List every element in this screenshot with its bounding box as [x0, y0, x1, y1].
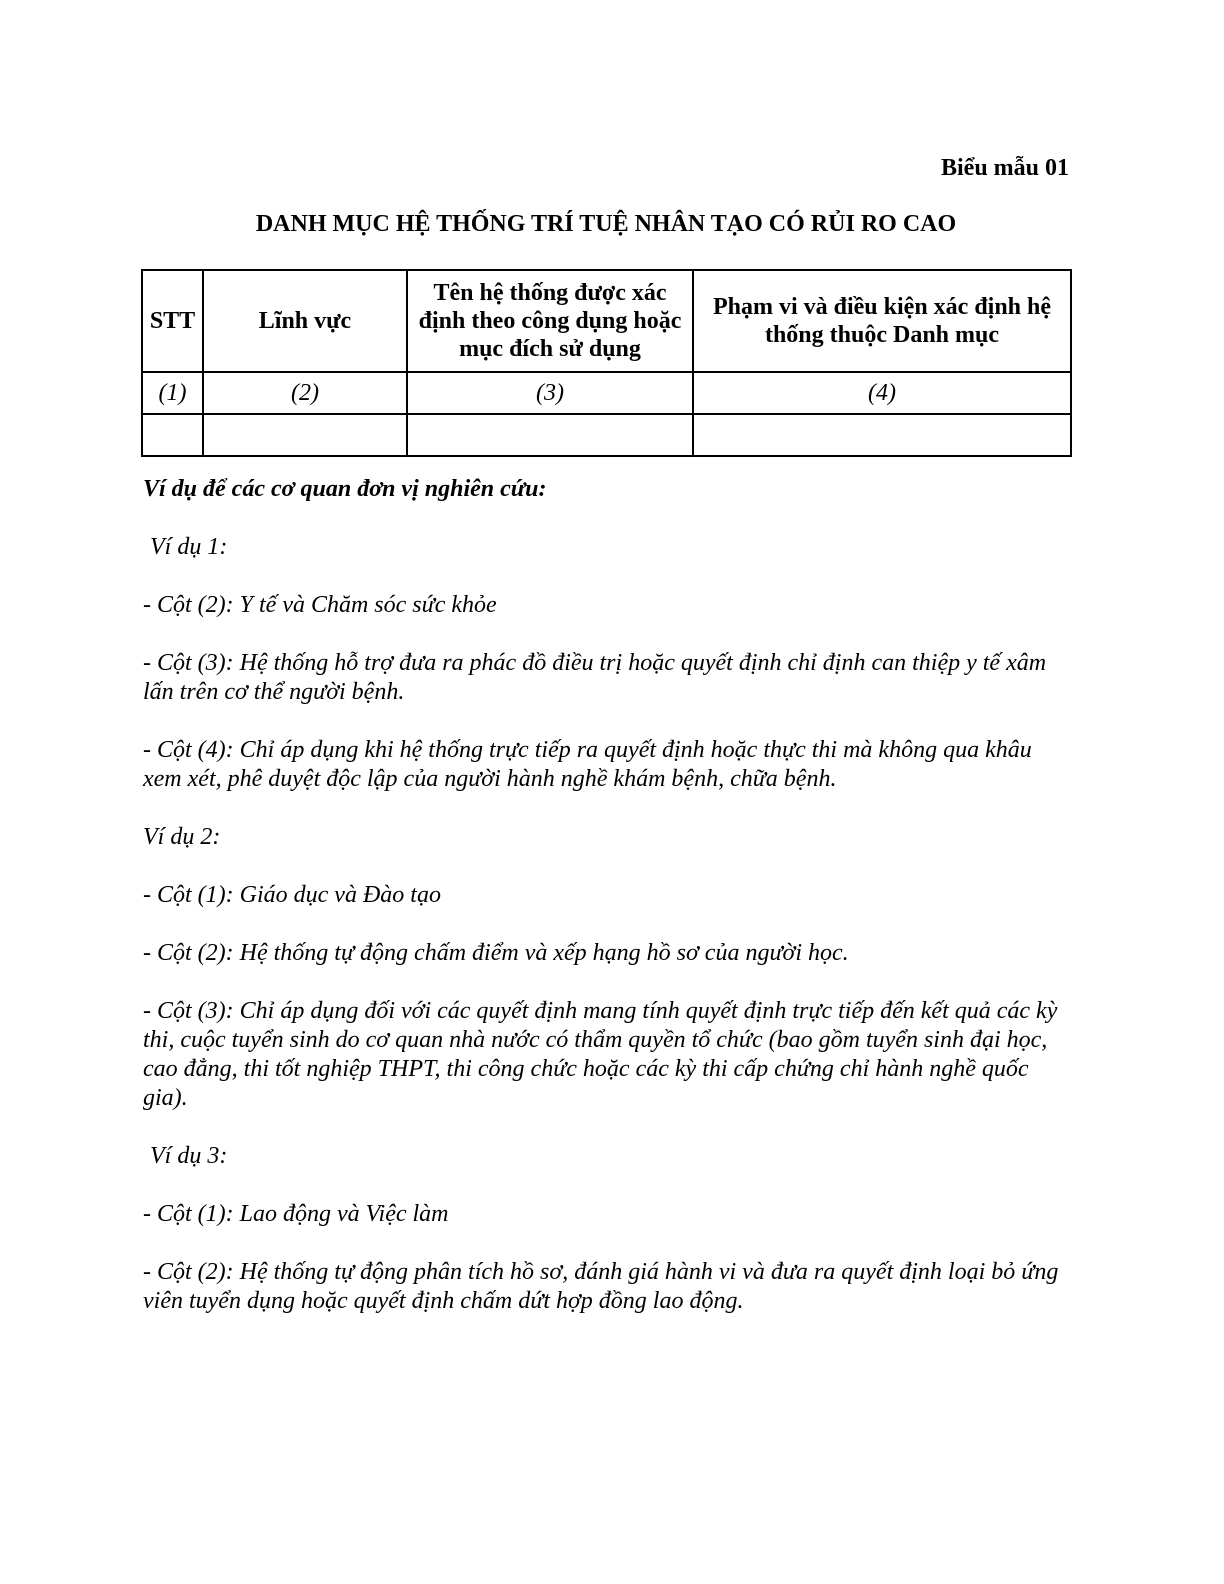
empty-cell-4	[693, 414, 1071, 456]
column-number-4: (4)	[693, 372, 1071, 414]
table-header-row	[142, 270, 1071, 372]
header-scope-conditions: Phạm vi và điều kiện xác định hệ thống thuộc Danh mục	[693, 270, 1071, 372]
column-number-row	[142, 372, 1071, 414]
document-title: DANH MỤC HỆ THỐNG TRÍ TUỆ NHÂN TẠO CÓ RỦI RO CAO	[255, 211, 957, 237]
example-3-label: Ví dụ 3:	[150, 1143, 228, 1169]
empty-cell-1	[142, 414, 203, 456]
header-field: Lĩnh vực	[203, 270, 407, 372]
header-stt: STT	[142, 270, 203, 372]
example-2-line-2: - Cột (2): Hệ thống tự động chấm điểm và xếp hạng hồ sơ của người học.	[143, 940, 849, 966]
example-1-line-3: - Cột (4): Chỉ áp dụng khi hệ thống trực tiếp ra quyết định hoặc thực thi mà không qua khâu xem xét, phê duyệt độc lập của người hành nghề khám bệnh, chữa bệnh.	[143, 737, 1032, 792]
empty-cell-2	[203, 414, 407, 456]
column-number-2: (2)	[203, 372, 407, 414]
examples-intro: Ví dụ để các cơ quan đơn vị nghiên cứu:	[143, 476, 547, 502]
form-code: Biểu mẫu 01	[940, 155, 1069, 181]
header-system-name: Tên hệ thống được xác định theo công dụng hoặc mục đích sử dụng	[407, 270, 693, 372]
empty-data-row	[142, 414, 1071, 456]
example-1-label: Ví dụ 1:	[150, 534, 228, 560]
column-number-1: (1)	[142, 372, 203, 414]
high-risk-ai-registry-table	[141, 269, 1072, 457]
example-2-label: Ví dụ 2:	[143, 824, 221, 850]
empty-cell-3	[407, 414, 693, 456]
example-3-line-2: - Cột (2): Hệ thống tự động phân tích hồ sơ, đánh giá hành vi và đưa ra quyết định loại bỏ ứng viên tuyển dụng hoặc quyết định chấm dứt hợp đồng lao động.	[143, 1259, 1059, 1314]
column-number-3: (3)	[407, 372, 693, 414]
example-2-line-3: - Cột (3): Chỉ áp dụng đối với các quyết định mang tính quyết định trực tiếp đến kết quả các kỳ thi, cuộc tuyển sinh do cơ quan nhà nước có thẩm quyền tổ chức (bao gồm tuyển sinh đại học, cao đẳng, thi tốt nghiệp THPT, thi công chức hoặc các kỳ thi cấp chứng chỉ hành nghề quốc gia).	[143, 998, 1058, 1111]
example-1-line-2: - Cột (3): Hệ thống hỗ trợ đưa ra phác đồ điều trị hoặc quyết định chỉ định can thiệp y tế xâm lấn trên cơ thể người bệnh.	[143, 650, 1047, 705]
example-1-line-1: - Cột (2): Y tế và Chăm sóc sức khỏe	[143, 592, 497, 618]
examples-section	[143, 475, 1073, 1345]
example-3-line-1: - Cột (1): Lao động và Việc làm	[143, 1201, 449, 1227]
example-2-line-1: - Cột (1): Giáo dục và Đào tạo	[143, 882, 441, 908]
